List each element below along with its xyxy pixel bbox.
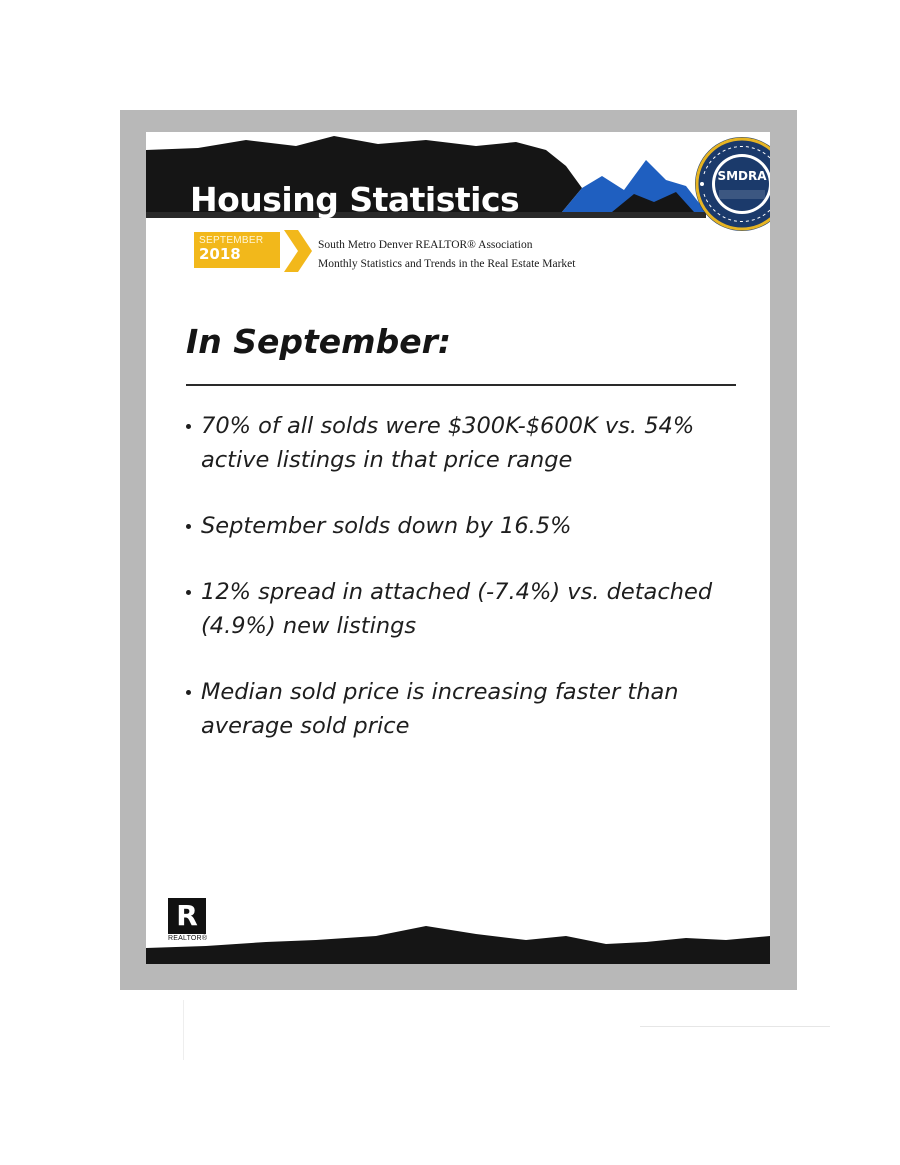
scan-artifact-line [640,1026,830,1027]
statistics-list [186,409,756,775]
date-year: 2018 [199,245,241,263]
bullet-icon [186,524,191,529]
page-title: Housing Statistics [190,180,520,219]
realtor-mark: R [168,898,206,934]
association-tagline: Monthly Statistics and Trends in the Real Estate Market [318,258,576,270]
seal-acronym: SMDRA [717,169,767,183]
scan-artifact-line [183,1000,184,1060]
association-info [318,236,575,274]
bullet-text: September solds down by 16.5% [201,513,572,539]
bullet-icon [186,590,191,595]
heading-divider [186,384,736,386]
footer-mountains [146,922,770,964]
list-item [186,675,756,743]
realtor-label: REALTOR® [168,935,208,942]
list-item [186,509,756,543]
flyer-card [146,132,770,964]
list-item [186,575,756,643]
list-item [186,409,756,477]
bullet-text: 70% of all solds were $300K-$600K vs. 54% active listings in that price range [201,413,695,473]
realtor-logo-icon [168,898,206,946]
bullet-icon [186,690,191,695]
association-name: South Metro Denver REALTOR® Association [318,239,533,251]
bullet-text: Median sold price is increasing faster than average sold price [201,679,679,739]
bullet-icon [186,424,191,429]
section-heading: In September: [186,322,452,361]
flyer-frame [120,110,797,990]
bullet-text: 12% spread in attached (-7.4%) vs. detached (4.9%) new listings [201,579,713,639]
association-seal-icon [686,134,770,234]
date-month: SEPTEMBER [199,235,264,246]
